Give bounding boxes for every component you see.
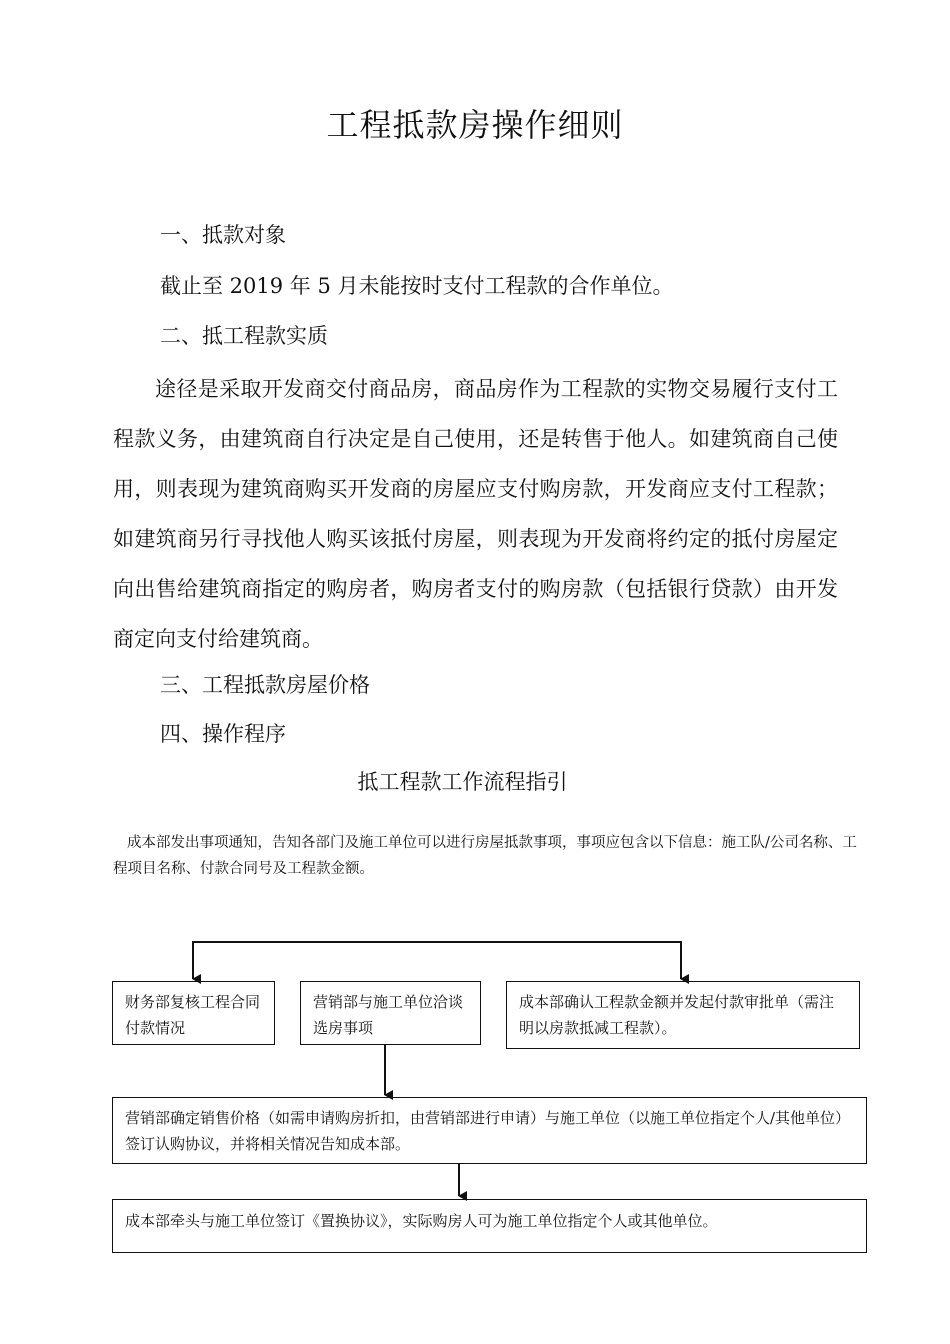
section2-paragraph: 途径是采取开发商交付商品房，商品房作为工程款的实物交易履行支付工程款义务，由建筑商自行决定是自己使用，还是转售于他人。如建筑商自己使用，则表现为建筑商购买开发商的房屋应支付购房款，开发商应支付工程款；如建筑商另行寻找他人购买该抵付房屋，则表现为开发商将约定的抵付房屋定向出售给建筑商指定的购房者，购房者支付的购房款（包括银行贷款）由开发商定向支付给建筑商。 [113, 377, 838, 651]
section3-heading: 三、工程抵款房屋价格 [160, 673, 370, 697]
section1-text: 截止至 2019 年 5 月未能按时支付工程款的合作单位。 [160, 274, 674, 298]
document-title: 工程抵款房操作细则 [326, 106, 624, 144]
marketing-negotiation-box: 营销部与施工单位洽谈选房事项 [300, 981, 481, 1045]
finance-review-box: 财务部复核工程合同付款情况 [112, 981, 275, 1045]
cost-confirmation-box: 成本部确认工程款金额并发起付款审批单（需注明以房款抵减工程款）。 [506, 981, 860, 1049]
replacement-agreement-box: 成本部牵头与施工单位签订《置换协议》，实际购房人可为施工单位指定个人或其他单位。 [112, 1199, 867, 1253]
pricing-subscription-box: 营销部确定销售价格（如需申请购房折扣，由营销部进行申请）与施工单位（以施工单位指定个人/其他单位）签订认购协议，并将相关情况告知成本部。 [112, 1097, 867, 1164]
section4-heading: 四、操作程序 [160, 722, 286, 746]
section2-heading: 二、抵工程款实质 [160, 324, 328, 348]
flowchart-notice: 成本部发出事项通知，告知各部门及施工单位可以进行房屋抵款事项，事项应包含以下信息：施工队/公司名称、工程项目名称、付款合同号及工程款金额。 [113, 835, 857, 877]
split-connector [193, 942, 681, 978]
section1-heading: 一、抵款对象 [160, 223, 286, 247]
flowchart-title: 抵工程款工作流程指引 [357, 770, 568, 794]
